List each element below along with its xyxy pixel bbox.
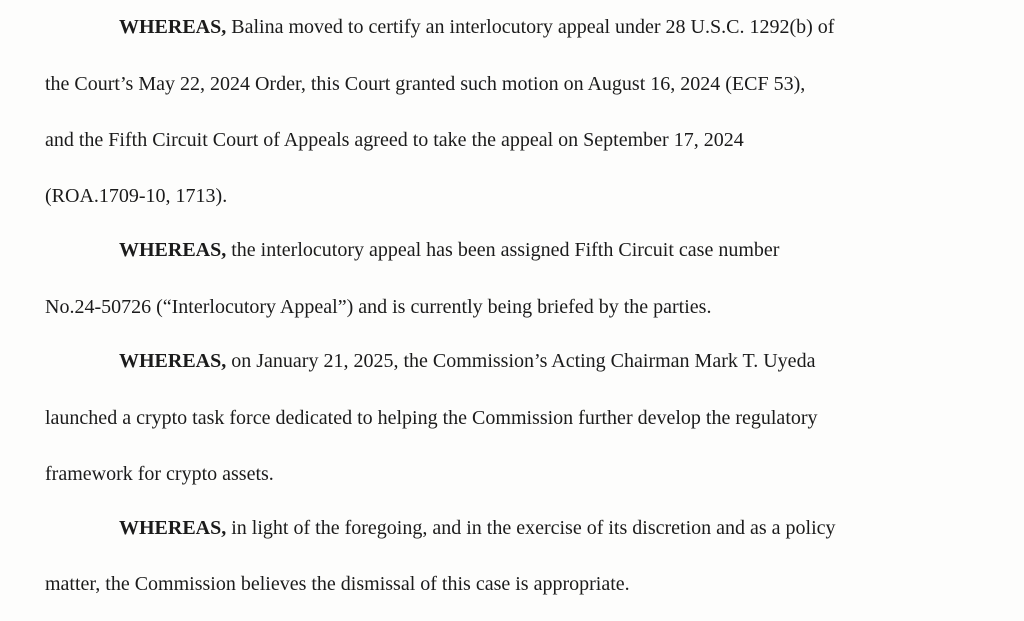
paragraph-4-line-2: matter, the Commission believes the dismissal of this case is appropriate. [45, 573, 630, 595]
paragraph-1-line-3: and the Fifth Circuit Court of Appeals agreed to take the appeal on September 17, 2024 [45, 129, 744, 151]
paragraph-1-line-1 [119, 17, 834, 37]
paragraph-1-line-2: the Court’s May 22, 2024 Order, this Court granted such motion on August 16, 2024 (ECF 53), [45, 73, 806, 95]
paragraph-2-line-2: No.24-50726 (“Interlocutory Appeal”) and is currently being briefed by the parties. [45, 296, 712, 318]
whereas-keyword: WHEREAS, [119, 517, 227, 539]
whereas-keyword: WHEREAS, [119, 239, 227, 261]
paragraph-text: in light of the foregoing, and in the exercise of its discretion and as a policy [226, 517, 836, 539]
paragraph-3-line-2: launched a crypto task force dedicated to helping the Commission further develop the regulatory [45, 407, 818, 429]
paragraph-2-line-1 [119, 240, 779, 260]
paragraph-3-line-1 [119, 351, 815, 371]
paragraph-text: the interlocutory appeal has been assigned Fifth Circuit case number [226, 239, 780, 261]
paragraph-1-line-4: (ROA.1709-10, 1713). [45, 185, 228, 207]
paragraph-text: Balina moved to certify an interlocutory appeal under 28 U.S.C. 1292(b) of [226, 16, 835, 38]
whereas-keyword: WHEREAS, [119, 350, 227, 372]
paragraph-3-line-3: framework for crypto assets. [45, 463, 274, 485]
paragraph-4-line-1 [119, 518, 836, 538]
paragraph-text: on January 21, 2025, the Commission’s Acting Chairman Mark T. Uyeda [226, 350, 816, 372]
whereas-keyword: WHEREAS, [119, 16, 227, 38]
